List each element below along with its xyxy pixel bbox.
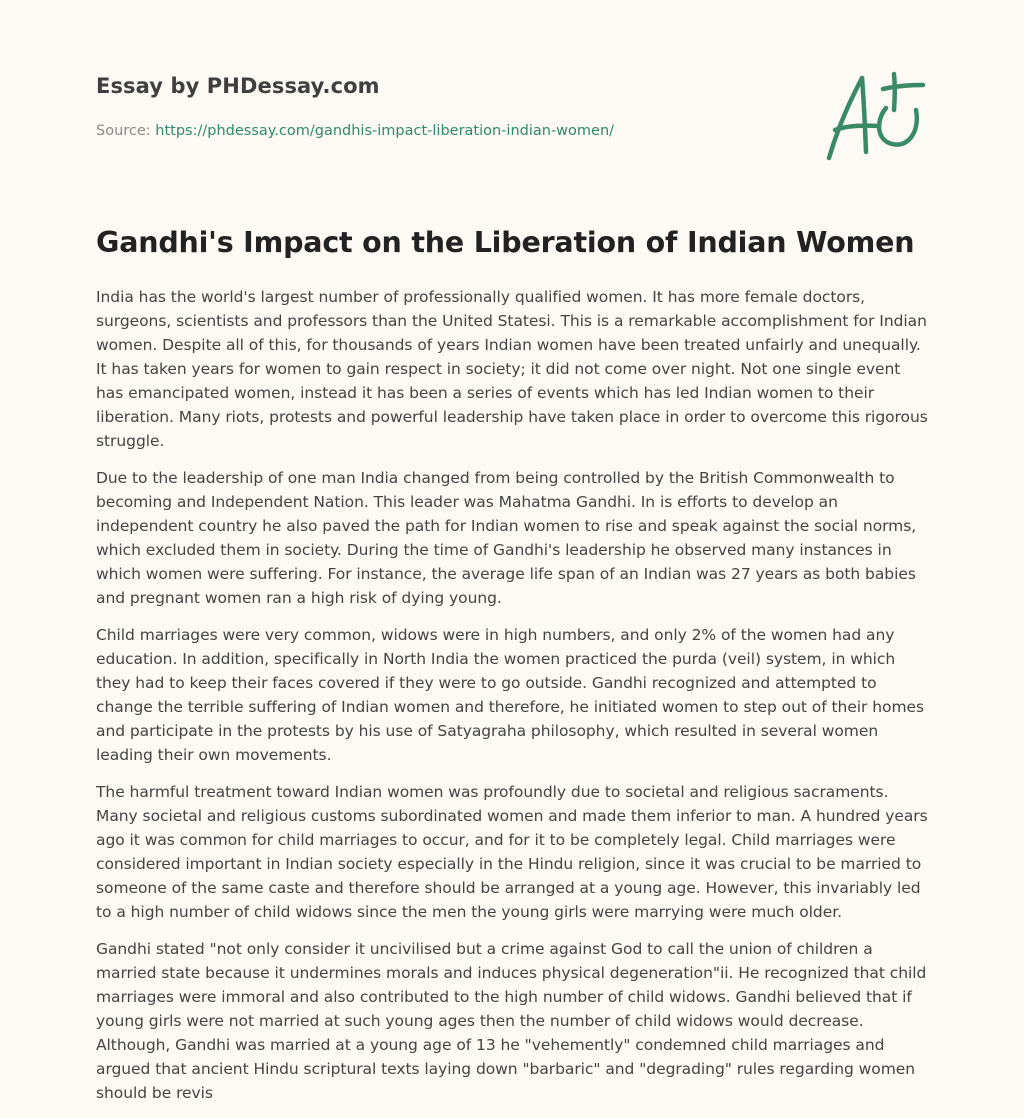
essay-body (96, 285, 928, 1118)
a-plus-logo-icon (820, 68, 930, 164)
essay-paragraph-2: Due to the leadership of one man India changed from being controlled by the British Commonwealth to becoming and Independent Nation. This leader was Mahatma Gandhi. In is efforts to develop an independent country he also paved the path for Indian women to rise and speak against the social norms, which excluded them in society. During the time of Gandhi's leadership he observed many instances in which women were suffering. For instance, the average life span of an Indian was 27 years as both babies and pregnant women ran a high risk of dying young. (96, 469, 917, 607)
essay-title: Gandhi's Impact on the Liberation of Indian Women (96, 226, 915, 259)
site-brand-title: Essay by PHDessay.com (96, 74, 380, 98)
source-line (96, 123, 614, 139)
essay-paragraph-3: Child marriages were very common, widows were in high numbers, and only 2% of the women had any education. In addition, specifically in North India the women practiced the purda (veil) system, in which they had to keep their faces covered if they were to go outside. Gandhi recognized and attempted to change the terrible suffering of Indian women and therefore, he initiated women to step out of their homes and participate in the protests by his use of Satyagraha philosophy, which resulted in several women leading their own movements. (96, 626, 925, 764)
essay-paragraph-1: India has the world's largest number of professionally qualified women. It has more female doctors, surgeons, scientists and professors than the United Statesi. This is a remarkable accomplishment for Indian women. Despite all of this, for thousands of years Indian women have been treated unfairly and unequally. It has taken years for women to gain respect in society; it did not come over night. Not one single event has emancipated women, instead it has been a series of events which has led Indian women to their liberation. Many riots, protests and powerful leadership have taken place in order to overcome this rigorous struggle. (96, 288, 928, 450)
source-link[interactable]: https://phdessay.com/gandhis-impact-liberation-indian-women/ (155, 123, 615, 139)
essay-paragraph-4: The harmful treatment toward Indian women was profoundly due to societal and religious sacraments. Many societal and religious customs subordinated women and made them inferior to man. A hundred years ago it was common for child marriages to occur, and for it to be completely legal. Child marriages were considered important in Indian society especially in the Hindu religion, since it was crucial to be married to someone of the same caste and therefore should be arranged at a young age. However, this invariably led to a high number of child widows since the men the young girls were marrying were much older. (96, 783, 928, 921)
essay-paragraph-5: Gandhi stated "not only consider it uncivilised but a crime against God to call the union of children a married state because it undermines morals and induces physical degeneration"ii. He recognized that child marriages were immoral and also contributed to the high number of child widows. Gandhi believed that if young girls were not married at such young ages then the number of child widows would decrease. Although, Gandhi was married at a young age of 13 he "vehemently" condemned child marriages and argued that ancient Hindu scriptural texts laying down "barbaric" and "degrading" rules regarding women should be revis (96, 940, 927, 1102)
source-label: Source: (96, 123, 156, 139)
